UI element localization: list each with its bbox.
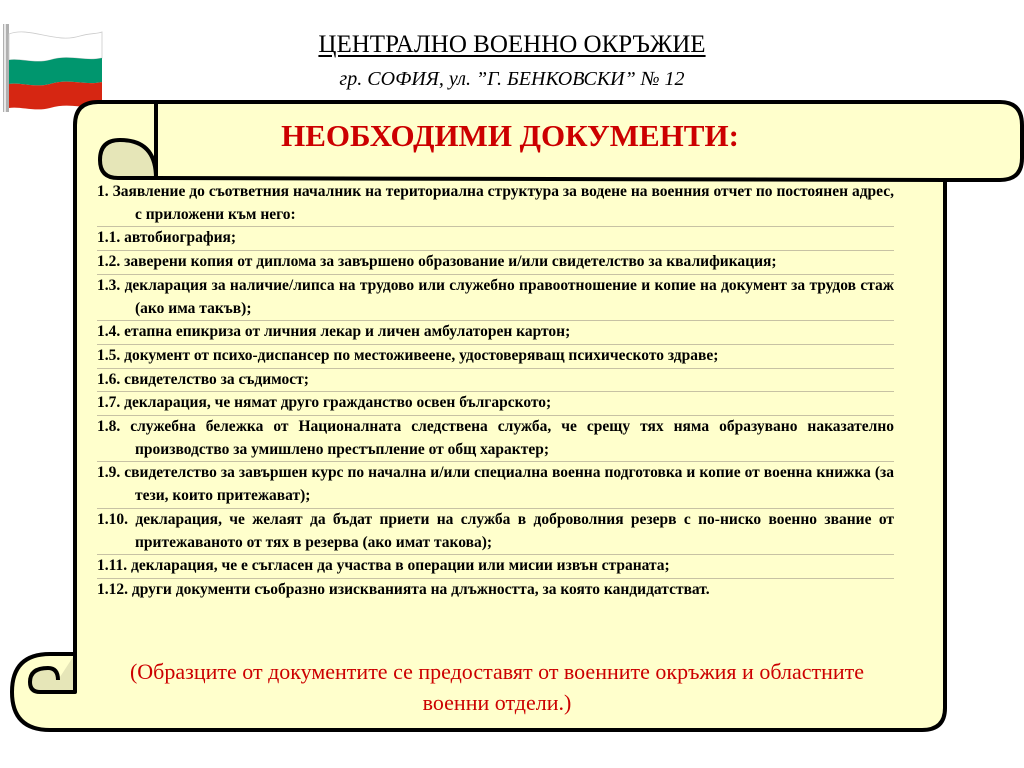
list-item: 1.10. декларация, че желаят да бъдат приети на служба в доброволния резерв с по-ниско военно звание от притежаваното от тях в резерва (ако имат такова); — [97, 509, 894, 555]
list-item: 1.3. декларация за наличие/липса на трудово или служебно правоотношение и копие на документ за трудов стаж (ако има такъв); — [97, 275, 894, 321]
address-subtitle: гр. СОФИЯ, ул. ”Г. БЕНКОВСКИ” № 12 — [339, 68, 685, 90]
list-item: 1.5. документ от психо-диспансер по местоживеене, удостоверяващ психическото здраве; — [97, 345, 894, 369]
list-item: 1.8. служебна бележка от Националната следствена служба, че срещу тях няма образувано наказателно производство за умишлено престъпление от общ характер; — [97, 416, 894, 462]
list-item: 1.2. заверени копия от диплома за завършено образование и/или свидетелство за квалификация; — [97, 251, 894, 275]
list-item: 1.7. декларация, че нямат друго гражданство освен българското; — [97, 392, 894, 416]
list-item: 1.1. автобиография; — [97, 227, 894, 251]
list-item: 1.6. свидетелство за съдимост; — [97, 369, 894, 393]
templates-note: (Образците от документите се предоставят от военните окръжия и областните военни отдели.) — [129, 659, 865, 715]
list-item: 1.12. други документи съобразно изискванията на длъжността, за която кандидатстват. — [97, 580, 710, 598]
list-item: 1.9. свидетелство за завършен курс по начална и/или специална военна подготовка и копие от военна книжка (за тези, които притежават); — [97, 462, 894, 508]
page-title-text: ЦЕНТРАЛНО ВОЕННО ОКРЪЖИЕ — [318, 31, 706, 58]
documents-list — [97, 181, 894, 602]
list-item: 1.4. етапна епикриза от личния лекар и личен амбулаторен картон; — [97, 321, 894, 345]
list-item: 1. Заявление до съответния началник на териториална структура за водене на военния отчет по постоянен адрес, с приложени към него: — [97, 181, 894, 227]
list-item: 1.11. декларация, че е съгласен да участва в операции или мисии извън страната; — [97, 555, 894, 579]
section-title: НЕОБХОДИМИ ДОКУМЕНТИ: — [281, 118, 739, 153]
